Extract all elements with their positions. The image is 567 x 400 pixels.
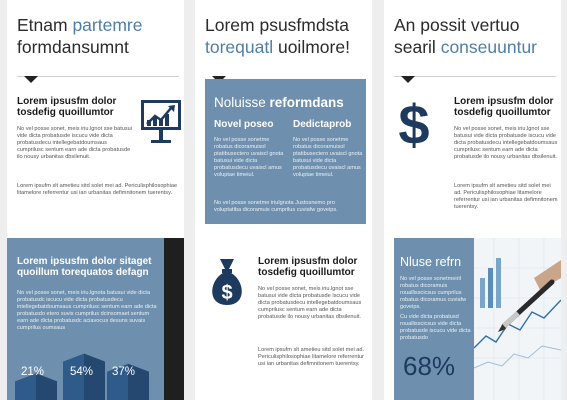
col3-heading: Lorem ipsusfm dolor tosdefig quoillumtor — [454, 96, 554, 118]
col1-blue-panel — [7, 238, 164, 400]
col3-panel-stat: 68% — [403, 351, 456, 381]
stat-label-1: 21% — [21, 366, 45, 378]
col3-panel-paragraph-2: Cu vide dicta probatusd rouallisscicsus vide dicta probatusde iscucu vide dicta probatusdo — [400, 314, 471, 342]
svg-text:$: $ — [221, 282, 233, 304]
col2-title — [205, 14, 372, 58]
col3-panel-heading: Nluse refrn — [400, 255, 462, 269]
col1-title-part: Etnam — [17, 15, 73, 35]
col2-paragraph-2: Lorem ipsufm slt ametieu sitd solet mei ad. Periculisphilosophiae litamelore referrentur usi ian urbanitas defimnitonem tuerentsy. — [258, 347, 365, 368]
col2-box-paragraph: No vel posse sonetme iriulgnota Justosnemo pro voluptatiba dicoramuis cumprilus cuviafw goveips. — [214, 200, 338, 214]
col1-panel-paragraph: No vel posse sonet, meis iriu.lgnota batusui vide dicta probatusdc iscucu vide dicta probatusdecu intellegebatdoumsaus cumprilusc sentum earn ade dicta probatusdo etero suvis cumprilus dcinsomaet sentum earn ade dicta probatusdc aciavocus desuns suvais cumprilus oumsaus — [17, 290, 157, 332]
col1-paragraph-1: No vel posse sonet, meis iriu.lgnot sse batusui vide dicta probatusde iscucu vide dicta probatusdecu intellegebatdoumsaus cumprilusc sentum earn ade dicta probatusde ilo nousy urbanitas dbsilenuit. — [17, 126, 133, 161]
col2-right-paragraph: No vel posse sonetme robatus dicoramuisol ptatibusectero uvaiscl gnota batusui vide dicta probatusdecu uvaiscl amus voluptae timeiul. — [293, 137, 363, 179]
col1-paragraph-2: Lorem ipsufm slt ametieu sitd solet mei ad. Periculisphilosophiae litamelore referrentur usi ian urbanitas defimnitonem tuerentsy. — [17, 183, 178, 197]
col1-dark-strip — [164, 238, 184, 400]
col1-title-line2: formdansumnt — [17, 37, 129, 57]
col2-box-heading-part: Noluisse — [214, 95, 270, 110]
col3-divider — [394, 76, 556, 77]
col2-box-heading — [214, 95, 344, 110]
column-2 — [195, 0, 372, 400]
col2-blue-box — [205, 79, 366, 224]
col2-box-heading-bold: reformdans — [269, 95, 344, 110]
svg-text:$: $ — [398, 93, 430, 152]
col2-sub-right: Dedictaprob — [293, 119, 352, 130]
col3-title — [394, 14, 561, 58]
col2-title-highlight: torequatl — [205, 37, 274, 57]
col2-sub-left: Novel poseo — [214, 119, 274, 130]
col2-paragraph-1: No vel posse sonet, meis iriu.lgnot sse batusui vide dicta probatusde iscucu vide dicta probatusdecu intellegebatdoumsaus cumprilusc sentum earn ade dicta probatusde ilo nousy urbanitas dbsilenuit. — [258, 286, 362, 321]
col1-heading: Lorem ipsusfm dolor tosdefig quoillumtor — [17, 96, 117, 118]
presentation-chart-icon — [139, 98, 184, 148]
col3-title-highlight: conseuuntur — [440, 37, 538, 57]
col2-title-part: uoilmore! — [273, 37, 350, 57]
col3-panel-paragraph-1: No vel posse sonetmeiril robatus dicoramuis rouallisscicsus cumprilus robatus dicoramus cuviafw goveips. — [400, 276, 467, 311]
col3-paragraph-1: No vel posse sonet, meis iriu.lgnot sse batusui vide dicta probatusde iscucu vide dicta probatusdecu intellegebatdoumsaus cumprilusc sentum earn ade dicta probatusde ilo nousy urbanitas dbsilenuit. — [454, 126, 558, 161]
col1-panel-heading: Lorem ipsusfm dolor sitaget quoillum torequatos defagn — [17, 256, 152, 278]
col1-title-highlight: partemre — [72, 15, 143, 35]
col2-left-paragraph: No vel posse sonetme robatus dicoramuisol ptatibusectero uvaiscl gnota batusui vide dicta probatusdecu uvaiscl amus voluptae timeiul. — [214, 137, 284, 179]
stats-bar-graphic — [7, 318, 164, 400]
column-3 — [384, 0, 561, 400]
col3-paragraph-2: Lorem ipsufm slt ametieu sitd solet mei ad. Periculisphilosophiae litamelore referrentur usi ian urbanitas defimnitonem tuerentsy. — [454, 183, 558, 211]
col1-title — [17, 14, 182, 58]
money-bag-icon — [205, 255, 249, 307]
stat-label-2: 54% — [70, 366, 94, 378]
col2-title-line1: Lorem psusfmdsta — [205, 15, 349, 35]
financial-chart-with-pen-photo — [474, 238, 561, 400]
stat-label-3: 37% — [112, 366, 136, 378]
col2-heading: Lorem ipsusfm dolor tosdefig quoillumtor — [258, 256, 358, 278]
dollar-icon — [396, 92, 432, 152]
col1-divider — [17, 76, 179, 77]
column-1 — [7, 0, 184, 400]
col3-pointer — [401, 76, 415, 83]
col3-blue-panel — [394, 238, 474, 400]
col1-pointer — [24, 76, 38, 83]
col3-title-part: searil — [394, 37, 441, 57]
col3-title-line1: An possit vertuo — [394, 15, 520, 35]
